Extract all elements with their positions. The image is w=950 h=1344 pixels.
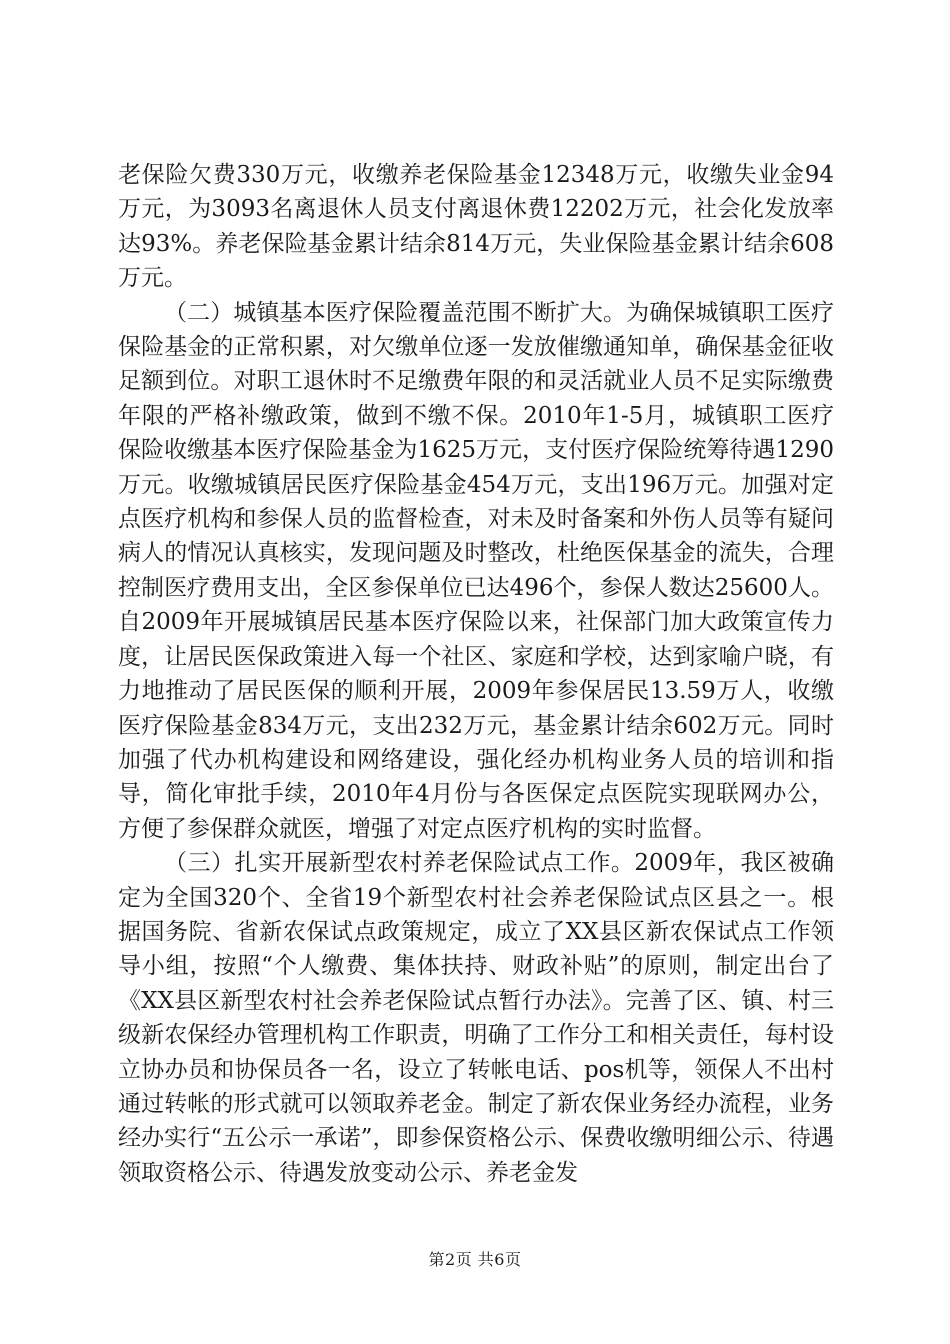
paragraph-rural-pension: （三）扎实开展新型农村养老保险试点工作。2009年，我区被确定为全国320个、全省19个新型农村社会养老保险试点区县之一。根据国务院、省新农保试点政策规定，成立了XX县区新农保试点工作领导小组，按照“个人缴费、集体扶持、财政补贴”的原则，制定出台了《XX县区新型农村社会养老保险试点暂行办法》。完善了区、镇、村三级新农保经办管理机构工作职责，明确了工作分工和相关责任，每村设立协办员和协保员各一名，设立了转帐电话、pos机等，领保人不出村通过转帐的形式就可以领取养老金。制定了新农保业务经办流程，业务经办实行“五公示一承诺”，即参保资格公示、保费收缴明细公示、待遇领取资格公示、待遇发放变动公示、养老金发: [118, 850, 834, 1186]
page-footer: 第2页 共6页: [428, 1250, 522, 1269]
document-body: [118, 158, 834, 1190]
paragraph-medical-insurance: （二）城镇基本医疗保险覆盖范围不断扩大。为确保城镇职工医疗保险基金的正常积累，对欠缴单位逐一发放催缴通知单，确保基金征收足额到位。对职工退休时不足缴费年限的和灵活就业人员不足实际缴费年限的严格补缴政策，做到不缴不保。2010年1-5月，城镇职工医疗保险收缴基本医疗保险基金为1625万元，支付医疗保险统筹待遇1290万元。收缴城镇居民医疗保险基金454万元，支出196万元。加强对定点医疗机构和参保人员的监督检查，对未及时备案和外伤人员等有疑问病人的情况认真核实，发现问题及时整改，杜绝医保基金的流失，合理控制医疗费用支出，全区参保单位已达496个，参保人数达25600人。自2009年开展城镇居民基本医疗保险以来，社保部门加大政策宣传力度，让居民医保政策进入每一个社区、家庭和学校，达到家喻户晓，有力地推动了居民医保的顺利开展，2009年参保居民13.59万人，收缴医疗保险基金834万元，支出232万元，基金累计结余602万元。同时加强了代办机构建设和网络建设，强化经办机构业务人员的培训和指导，简化审批手续，2010年4月份与各医保定点医院实现联网办公，方便了参保群众就医，增强了对定点医疗机构的实时监督。: [118, 299, 834, 842]
paragraph-continued: 老保险欠费330万元，收缴养老保险基金12348万元，收缴失业金94万元，为3093名离退休人员支付离退休费12202万元，社会化发放率达93%。养老保险基金累计结余814万元，失业保险基金累计结余608万元。: [118, 162, 834, 292]
